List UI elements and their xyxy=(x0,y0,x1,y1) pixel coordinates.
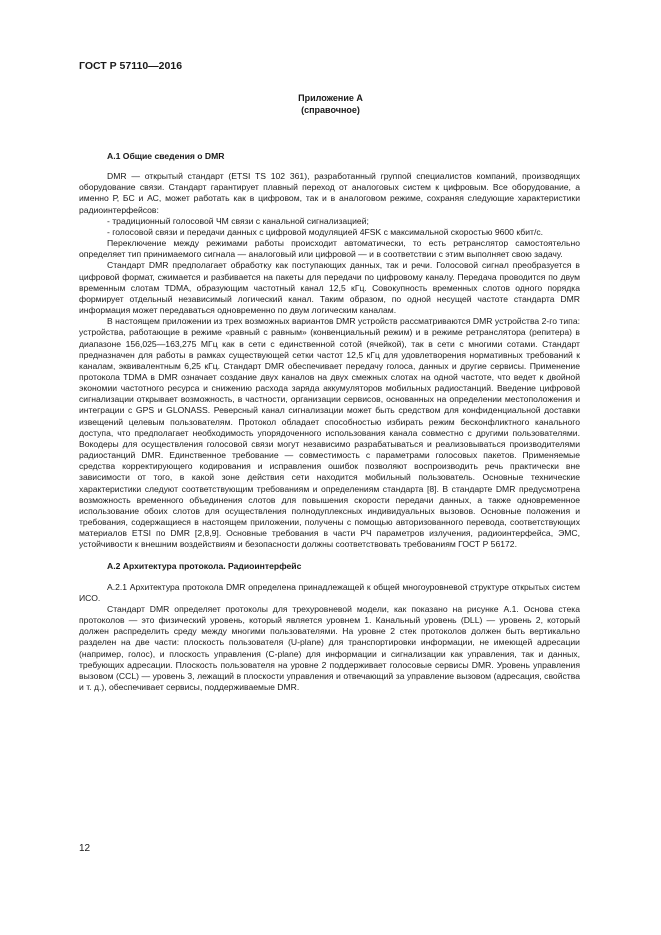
section-1-paragraph: DMR — открытый стандарт (ETSI TS 102 361), разработанный группой специалистов компаний, производящих оборудование связи. Стандарт гарантирует плавный переход от аналоговых систем к цифровым. Все оборудование, а именно Р, БС и АС, может работать как в цифровом, так и в аналоговом режиме, сохраняя следующие характеристики радиоинтерфейсов: xyxy=(79,171,580,215)
section-2-heading: А.2 Архитектура протокола. Радиоинтерфейс xyxy=(107,561,302,572)
section-1-paragraph: Переключение между режимами работы происходит автоматически, то есть ретранслятор самостоятельно определяет тип принимаемого сигнала — аналоговый или цифровой — и в соответствии с этим выполняет свою задачу. xyxy=(79,238,580,260)
list-item: - голосовой связи и передачи данных с цифровой модуляцией 4FSK с максимальной скоростью 9600 кбит/с. xyxy=(107,226,544,237)
section-2-paragraph: Стандарт DMR определяет протоколы для трехуровневой модели, как показано на рисунке А.1. Основа стека протоколов — это физический уровень, который является уровнем 1. Канальный уровень (DLL) — уровень 2, который должен распределить среду между многими пользователями. На уровне 2 стек протоколов должен быть вертикально разделен на две части: плоскость пользователя (U-plane) для транспортировки информации, не имеющей адресации (например, голос), и плоскость управления (C-plane) для информации и сигнализации как управления, так и данных, требующих адресации. Плоскость пользователя на уровне 2 поддерживает голосовые сервисы DMR. Уровень управления вызовом (CCL) — уровень 3, лежащий в плоскости управления и отвечающий за управление вызовом (адресация, свойства и т. д.), обеспечивает сервисы, поддерживаемые DMR. xyxy=(79,603,580,693)
section-2-paragraph: А.2.1 Архитектура протокола DMR определена принадлежащей к общей многоуровневой структуре открытых систем ИСО. xyxy=(79,581,580,603)
document-header: ГОСТ Р 57110—2016 xyxy=(79,60,183,72)
appendix-title: Приложение А xyxy=(298,93,363,103)
section-1-paragraph: Стандарт DMR предполагает обработку как поступающих данных, так и речи. Голосовой сигнал преобразуется в цифровой формат, сжимается и разбивается на пакеты для передачи по цифровому каналу. Передача проводится по двум временным слотам TDMA, образующим частотный канал 12,5 кГц. Совокупность временных слотов одного порядка формирует отдельный независимый логический канал. Таким образом, по одной несущей частоте стандарта DMR информация может передаваться одновременно по двум логическим каналам. xyxy=(79,260,580,316)
appendix-subtitle: (справочное) xyxy=(301,105,360,115)
list-item: - традиционный голосовой ЧМ связи с канальной сигнализацией; xyxy=(107,215,369,226)
section-1-heading: А.1 Общие сведения о DMR xyxy=(107,151,225,161)
document-body xyxy=(79,151,580,693)
page-number: 12 xyxy=(79,843,91,854)
section-1-paragraph: В настоящем приложении из трех возможных вариантов DMR устройств рассматриваются DMR устройства 2-го типа: устройства, работающие в режиме «равный с равным» (конвенциальный режим) и в режиме ретранслятора (репитера) в диапазоне 156,025—163,275 МГц как в сети с единственной сотой (ячейкой), так в сети с многими сотами. Стандарт предназначен для работы в рамках существующей сетки частот 12,5 кГц для удовлетворения нормативных требований к каналам, эквивалентным 6,25 кГц. Стандарт DMR обеспечивает передачу голоса, данных и другие сервисы. Применение протокола TDMA в DMR означает создание двух каналов на двух смежных слотах на одной частоте, что ведет к двойной экономии частотного ресурса и снижению расхода заряда аккумуляторов мобильных радиостанций. Введение цифровой сигнализации открывает возможность, в частности, организации сервисов, основанных на определении местоположения и интеграции с GPS и GLONASS. Реверсный канал сигнализации может быть средством для конфиденциальной доставки извещений целевым пользователям. Протокол обладает способностью избирать режим бесконфликтного канального доступа, что предполагает необходимость упорядоченного использования канала совместно с другими пользователями. Вокодеры для осуществления голосовой связи могут независимо разрабатываться и реализовываться производителями радиостанций DMR. Единственное требование — совместимость с параметрами голосовых пакетов. Применяемые средства корректирующего кодирования и исправления ошибок позволяют воспроизводить речь практически вне зависимости от того, в какой зоне действия сети находится мобильный пользователь. Основные технические характеристики следуют соответствующим требованиям и определениям стандарта [8]. В стандарте DMR предусмотрена возможность временного объединения слотов для повышения скорости передачи данных, а также одновременное использование обоих слотов для осуществления полнодуплексных индивидуальных вызовов. Основные положения и требования, содержащиеся в настоящем приложении, получены с помощью авторизованного перевода, соответствующих материалов ETSI по DMR [2,8,9]. Основные требования в части РЧ параметров излучения, радиоинтерфейса, ЭМС, устойчивости к внешним воздействиям и безопасности должны соответствовать требованиям ГОСТ Р 56172. xyxy=(79,316,580,550)
appendix-heading xyxy=(0,92,661,116)
